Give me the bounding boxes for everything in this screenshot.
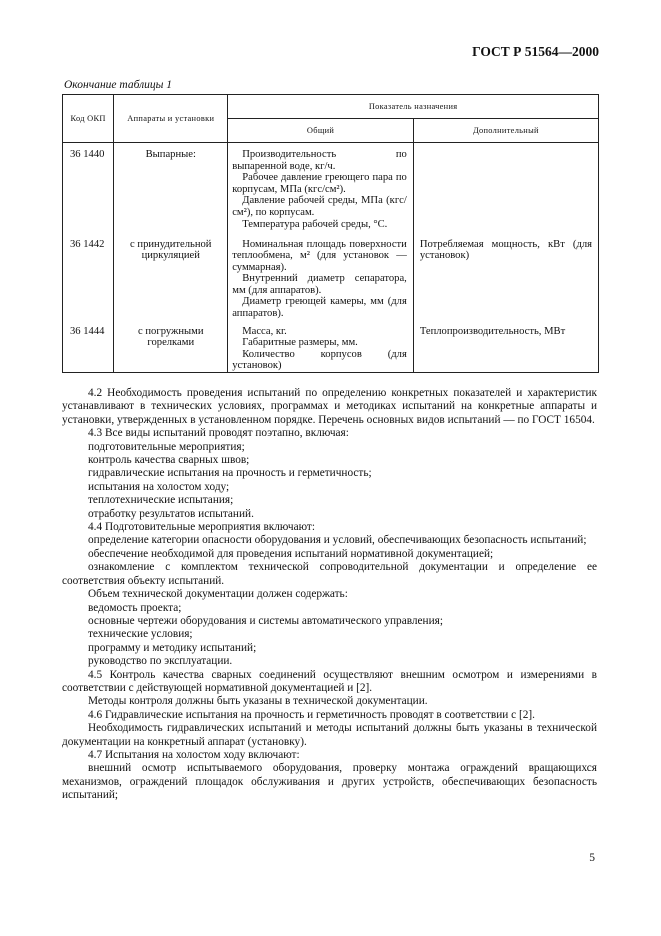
table-caption: Окончание таблицы 1 (64, 79, 172, 91)
specification-table (62, 94, 599, 373)
paragraph: 4.7 Испытания на холостом ходу включают: (88, 748, 300, 761)
paragraph: технические условия; (88, 628, 193, 641)
general-indicator: Внутренний диаметр сепаратора, мм (для аппаратов). (232, 273, 407, 296)
row-additional-indicators (413, 233, 598, 320)
paragraph: испытания на холостом ходу; (88, 480, 230, 493)
general-indicator: Номинальная площадь поверхности теплообмена, м² (для установок — суммарная). (232, 238, 407, 273)
paragraph: основные чертежи оборудования и системы автоматического управления; (88, 614, 443, 627)
table-row (63, 320, 599, 373)
row-apparatus: с погружными горелками (114, 320, 228, 373)
paragraph: 4.4 Подготовительные мероприятия включают: (88, 521, 315, 534)
paragraph: внешний осмотр испытываемого оборудования, проверку монтажа ограждений вращающихся механизмов, ограждений площадок обслуживания и других устройств, обеспечивающих безопасность испытаний; (62, 762, 597, 802)
table-row (63, 233, 599, 320)
row-code: 36 1444 (63, 320, 114, 373)
paragraph: Объем технической документации должен содержать: (88, 588, 348, 601)
column-header-code: Код ОКП (63, 95, 114, 143)
general-indicator: Давление рабочей среды, МПа (кгс/см²), по корпусам. (232, 195, 407, 218)
paragraph: контроль качества сварных швов; (88, 454, 250, 467)
row-general-indicators (228, 143, 414, 233)
additional-indicator: Потребляемая мощность, кВт (для установок) (419, 238, 592, 262)
paragraph: отработку результатов испытаний. (88, 507, 254, 520)
document-standard-header: ГОСТ Р 51564—2000 (472, 44, 599, 59)
page-number: 5 (589, 852, 595, 864)
paragraph: программу и методику испытаний; (88, 641, 257, 654)
general-indicator: Производительность по выпаренной воде, кг/ч. (232, 149, 407, 172)
row-additional-indicators (413, 143, 598, 233)
main-text (62, 387, 597, 803)
general-indicator: Диаметр греющей камеры, мм (для аппаратов). (232, 296, 407, 320)
column-header-general: Общий (228, 119, 414, 143)
paragraph: руководство по эксплуатации. (88, 655, 233, 668)
paragraph: обеспечение необходимой для проведения испытаний нормативной документацией; (88, 547, 494, 560)
paragraph: 4.5 Контроль качества сварных соединений осуществляют внешним осмотром и измерениями в соответствии с действующей нормативной документацией и [2]. (62, 668, 597, 694)
general-indicator: Масса, кг. (242, 325, 287, 337)
row-code: 36 1442 (63, 233, 114, 320)
general-indicator: Температура рабочей среды, °С. (242, 218, 388, 230)
paragraph: 4.6 Гидравлические испытания на прочность и герметичность проводят в соответствии с [2]. (88, 708, 535, 721)
paragraph: теплотехнические испытания; (88, 494, 234, 507)
general-indicator: Рабочее давление греющего пара по корпусам, МПа (кгс/см²). (232, 172, 407, 195)
row-general-indicators (228, 233, 414, 320)
table-row (63, 143, 599, 233)
paragraph: подготовительные мероприятия; (88, 440, 245, 453)
paragraph: ознакомление с комплектом технической сопроводительной документации и определение ее соответствия объекту испытаний. (62, 561, 597, 587)
paragraph: 4.2 Необходимость проведения испытаний по определению конкретных показателей и характеристик устанавливают в технических условиях, программах и методиках испытаний на конкретные аппараты и установки, утвержденных в установленном порядке. Перечень основных видов испытаний — по ГОСТ 16504. (62, 387, 597, 426)
paragraph: определение категории опасности оборудования и условий, обеспечивающих безопасность испытаний; (88, 534, 587, 547)
column-header-indicator: Показатель назначения (228, 95, 599, 119)
paragraph: ведомость проекта; (88, 601, 182, 614)
row-code: 36 1440 (63, 143, 114, 233)
paragraph: Необходимость гидравлических испытаний и методы испытаний должны быть указаны в технической документации на конкретный аппарат (установку). (62, 722, 597, 748)
row-apparatus: с принудительной циркуляцией (114, 233, 228, 320)
row-additional-indicators (413, 320, 598, 373)
general-indicator: Габаритные размеры, мм. (242, 337, 358, 349)
general-indicator: Количество корпусов (для установок) (232, 348, 407, 372)
paragraph: гидравлические испытания на прочность и герметичность; (88, 467, 372, 480)
row-apparatus: Выпарные: (114, 143, 228, 233)
additional-indicator: Теплопроизводительность, МВт (419, 325, 566, 337)
paragraph: Методы контроля должны быть указаны в технической документации. (88, 695, 428, 708)
paragraph: 4.3 Все виды испытаний проводят поэтапно, включая: (88, 427, 349, 440)
column-header-apparatus: Аппараты и установки (114, 95, 228, 143)
column-header-additional: Дополнительный (413, 119, 598, 143)
row-general-indicators (228, 320, 414, 373)
